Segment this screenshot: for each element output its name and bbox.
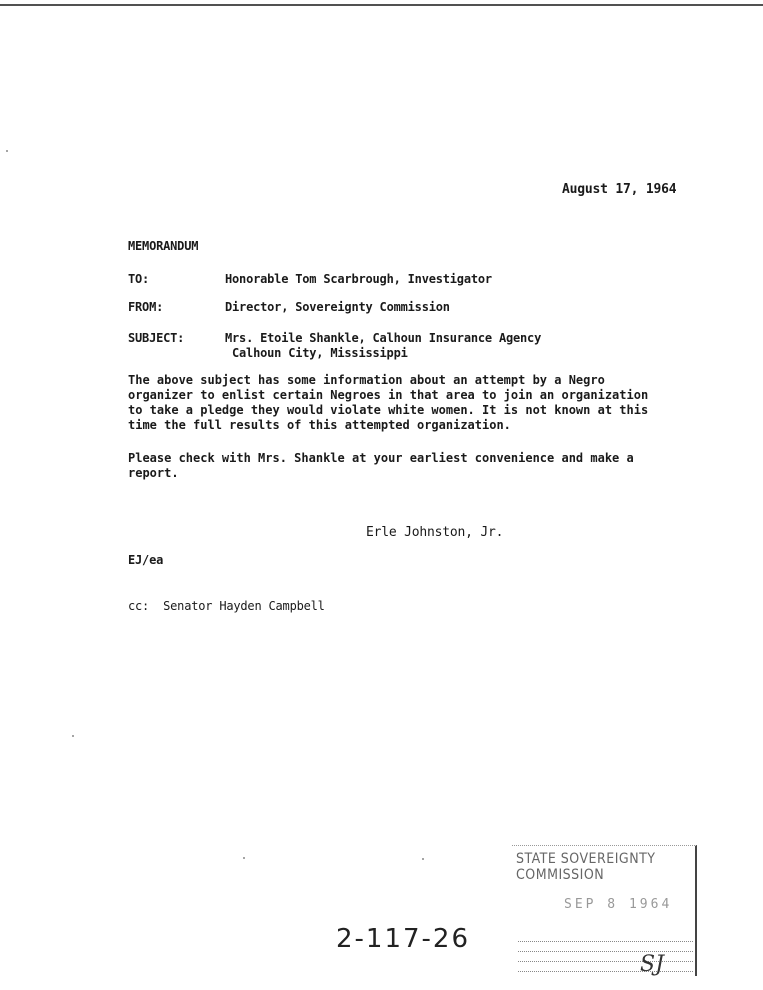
memo-date: August 17, 1964 xyxy=(562,182,677,197)
to-value: Honorable Tom Scarbrough, Investigator xyxy=(225,272,492,286)
scan-speck xyxy=(243,857,245,859)
from-value: Director, Sovereignty Commission xyxy=(225,300,450,314)
stamp-dotted-line xyxy=(518,971,693,972)
to-label: TO: xyxy=(128,272,150,286)
body-paragraph-1: The above subject has some information about an attempt by a Negro organizer to enlist certain Negroes in that area to join an organization to take a pledge they would violate white women. It is not known at this time the full results of this attempted organization. xyxy=(128,373,649,432)
memo-heading: MEMORANDUM xyxy=(128,239,199,253)
top-edge-line xyxy=(0,4,763,6)
body-paragraph-2: Please check with Mrs. Shankle at your earliest convenience and make a report. xyxy=(128,451,634,480)
scan-speck xyxy=(72,735,74,737)
handwritten-file-number: 2-117-26 xyxy=(336,924,471,954)
stamp-date: SEP 8 1964 xyxy=(564,897,673,912)
scan-speck xyxy=(422,858,424,860)
signature: Erle Johnston, Jr. xyxy=(366,525,504,540)
subject-line-2: Calhoun City, Mississippi xyxy=(232,346,408,360)
subject-label: SUBJECT: xyxy=(128,331,185,345)
typist-initials: EJ/ea xyxy=(128,553,164,567)
stamp-dotted-line xyxy=(518,941,693,942)
stamp-dotted-line xyxy=(518,961,693,962)
handwritten-initials: SJ xyxy=(640,952,664,977)
stamp-agency-text: STATE SOVEREIGNTY COMMISSION xyxy=(516,851,656,883)
subject-line-1: Mrs. Etoile Shankle, Calhoun Insurance Agency xyxy=(225,331,542,345)
cc-line: cc: Senator Hayden Campbell xyxy=(128,599,325,613)
scan-speck xyxy=(6,150,8,152)
from-label: FROM: xyxy=(128,300,164,314)
stamp-dotted-line xyxy=(518,951,693,952)
received-stamp xyxy=(512,843,697,979)
